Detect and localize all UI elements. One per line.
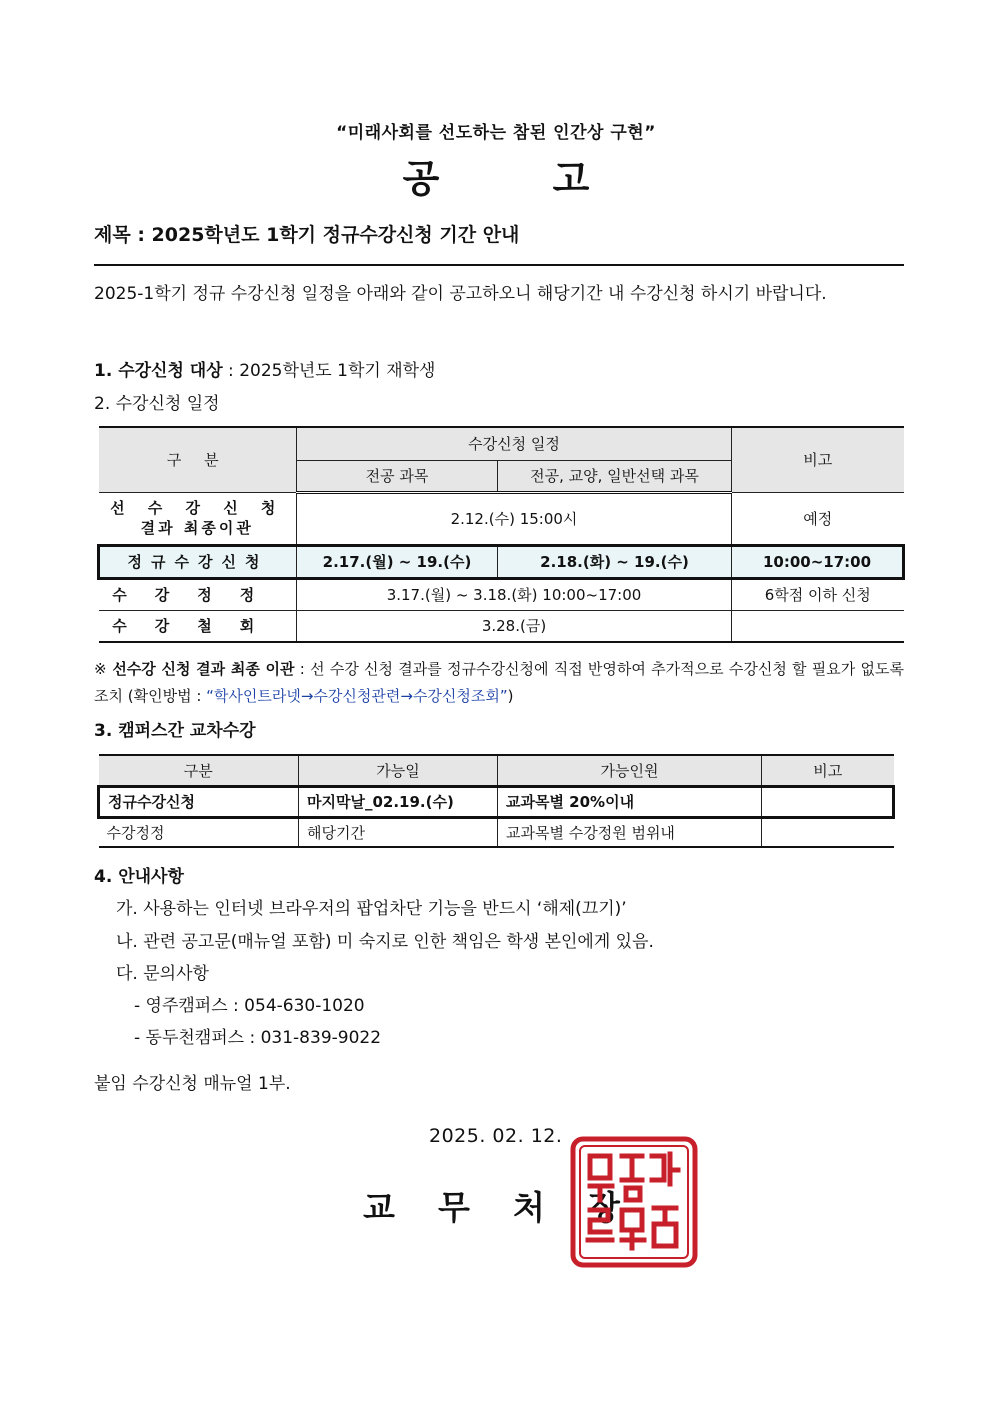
cell: 해당기간 (299, 817, 498, 847)
divider (94, 264, 904, 266)
cross-campus-table (97, 754, 895, 848)
table-row (99, 610, 904, 642)
notice-item: 다. 문의사항 (116, 964, 209, 984)
intro-paragraph: 2025-1학기 정규 수강신청 일정을 아래와 같이 공고하오니 해당기간 내 수강신청 하시기 바랍니다. (94, 284, 827, 304)
section-3-title: 3. 캠퍼스간 교차수강 (94, 721, 256, 741)
table-row (99, 578, 904, 610)
section-1-label: 1. 수강신청 대상 (94, 361, 223, 381)
contact-item: - 동두천캠퍼스 : 031-839-9022 (134, 1028, 382, 1048)
header-remark: 비고 (762, 755, 894, 786)
cell: 교과목별 20%이내 (498, 786, 762, 817)
cell: 마지막날_02.19.(수) (299, 786, 498, 817)
notice-subject: 제목 : 2025학년도 1학기 정규수강신청 기간 안내 (94, 224, 520, 246)
row-remark: 6학점 이하 신청 (732, 578, 904, 610)
cell: 교과목별 수강정원 범위내 (498, 817, 762, 847)
row-remark (732, 610, 904, 642)
row-label: 수강정정 (99, 578, 297, 610)
header-category: 구 분 (99, 427, 297, 492)
title-char-2: 고 (552, 157, 590, 201)
row-other: 2.18.(화) ~ 19.(수) (498, 545, 732, 578)
official-seal-icon (570, 1136, 698, 1268)
notice-item: 나. 관련 공고문(매뉴얼 포함) 미 숙지로 인한 책임은 학생 본인에게 있음. (116, 932, 654, 952)
signer: 교 무 처 장 (363, 1188, 620, 1227)
table-row (99, 492, 904, 545)
header-capacity: 가능인원 (498, 755, 762, 786)
row-major: 2.17.(월) ~ 19.(수) (297, 545, 498, 578)
table-row-highlight (99, 545, 904, 578)
section-2-title: 2. 수강신청 일정 (94, 394, 220, 414)
cell (762, 817, 894, 847)
header-other: 전공, 교양, 일반선택 과목 (498, 460, 732, 492)
contact-item: - 영주캠퍼스 : 054-630-1020 (134, 996, 365, 1016)
row-schedule: 3.17.(월) ~ 3.18.(화) 10:00~17:00 (297, 578, 732, 610)
schedule-note: ※ 선수강 신청 결과 최종 이관 : 선 수강 신청 결과를 정규수강신청에 직접 반영하여 추가적으로 수강신청 할 필요가 없도록 조치 (확인방법 : “학사인트라넷→수강신청관련→수강신청조회”) (94, 660, 904, 705)
row-label: 선 수 강 신 청 결과 최종이관 (99, 492, 297, 545)
table-row-highlight (99, 786, 894, 817)
section-1 (94, 356, 435, 381)
row-schedule: 3.28.(금) (297, 610, 732, 642)
notice-item: 가. 사용하는 인터넷 브라우저의 팝업차단 기능을 반드시 ‘해제(끄기)’ (116, 899, 627, 919)
header-remark: 비고 (732, 427, 904, 492)
row-label: 정규수강신청 (99, 545, 297, 578)
row-label: 수강철회 (99, 610, 297, 642)
cell (762, 786, 894, 817)
row-remark: 10:00~17:00 (732, 545, 904, 578)
cell: 정규수강신청 (99, 786, 299, 817)
table-row (99, 817, 894, 847)
section-1-value: : 2025학년도 1학기 재학생 (222, 361, 436, 381)
attachment: 붙임 수강신청 매뉴얼 1부. (94, 1074, 291, 1094)
row-schedule: 2.12.(수) 15:00시 (297, 492, 732, 545)
schedule-table (97, 426, 905, 643)
header-category: 구분 (99, 755, 299, 786)
header-major: 전공 과목 (297, 460, 498, 492)
page-title (0, 148, 992, 203)
header-date: 가능일 (299, 755, 498, 786)
notice-date: 2025. 02. 12. (429, 1125, 563, 1147)
section-4-title: 4. 안내사항 (94, 867, 184, 887)
title-char-1: 공 (402, 157, 440, 201)
header-schedule: 수강신청 일정 (297, 427, 732, 460)
slogan: “미래사회를 선도하는 참된 인간상 구현” (336, 123, 656, 143)
cell: 수강정정 (99, 817, 299, 847)
row-remark: 예정 (732, 492, 904, 545)
